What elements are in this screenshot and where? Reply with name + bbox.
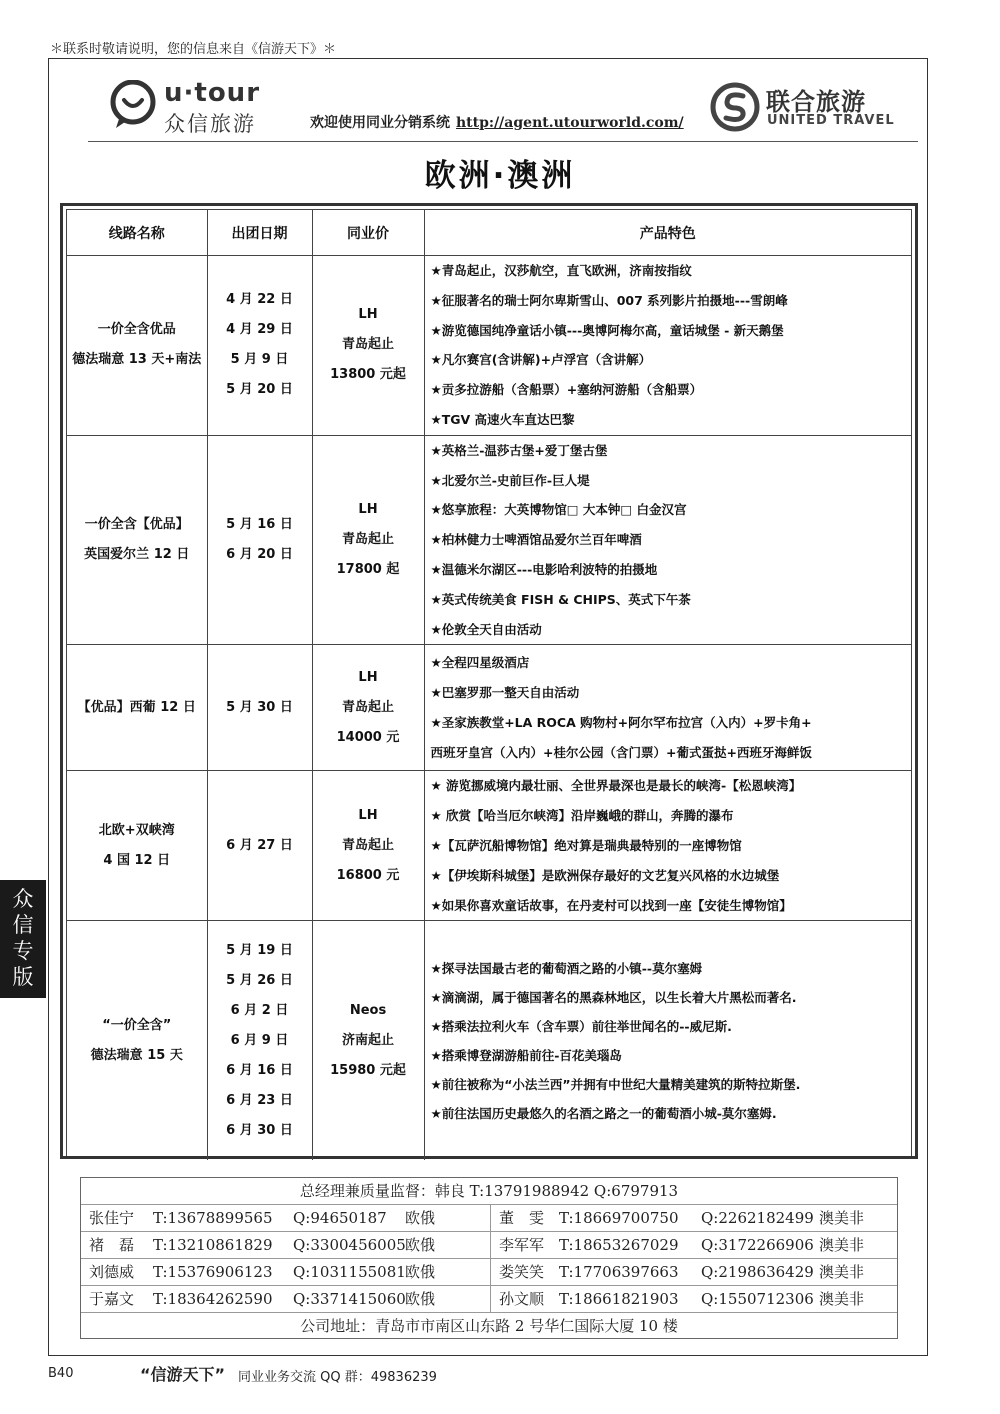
utour-brand: u·tour bbox=[164, 78, 261, 108]
col-header-route-name: 线路名称 bbox=[67, 210, 207, 256]
route-name: “一价全含” 德法瑞意 15 天 bbox=[67, 921, 207, 1160]
col-header-trade-price: 同业价 bbox=[312, 210, 424, 256]
col-header-departure-date: 出团日期 bbox=[207, 210, 312, 256]
trade-price: LH 青岛起止 17800 起 bbox=[312, 435, 424, 645]
routes-table bbox=[67, 210, 911, 1160]
united-travel-logo bbox=[710, 82, 895, 134]
trade-price: LH 青岛起止 13800 元起 bbox=[312, 256, 424, 436]
route-name: 一价全含【优品】 英国爱尔兰 12 日 bbox=[67, 435, 207, 645]
footer-slogan: “信游天下” bbox=[140, 1365, 226, 1384]
side-tab: 众 信 专 版 bbox=[0, 880, 46, 998]
table-header-row bbox=[67, 210, 911, 256]
route-name: 北欧+双峡湾 4 国 12 日 bbox=[67, 771, 207, 921]
routes-table-frame bbox=[60, 203, 918, 1159]
departure-dates: 4 月 22 日 4 月 29 日 5 月 9 日 5 月 20 日 bbox=[207, 256, 312, 436]
route-name: 一价全含优品 德法瑞意 13 天+南法 bbox=[67, 256, 207, 436]
page-footer bbox=[48, 1365, 437, 1385]
departure-dates: 5 月 30 日 bbox=[207, 645, 312, 771]
page-title: 欧洲·澳洲 bbox=[424, 158, 576, 194]
trade-price: Neos 济南起止 15980 元起 bbox=[312, 921, 424, 1160]
contact-row: 张佳宁 T:13678899565 Q:94650187 欧俄 董 雯 T:18669700750 Q:2262182499 澳美非 bbox=[81, 1205, 897, 1232]
contacts-divider bbox=[490, 1205, 491, 1313]
contact-row: 于嘉文 T:18364262590 Q:3371415060 欧俄 孙文顺 T:18661821903 Q:1550712306 澳美非 bbox=[81, 1286, 897, 1313]
company-address: 公司地址：青岛市市南区山东路 2 号华仁国际大厦 10 楼 bbox=[300, 1317, 678, 1335]
col-header-features: 产品特色 bbox=[424, 210, 911, 256]
table-row bbox=[67, 256, 911, 436]
qq-group: 同业业务交流 QQ 群：49836239 bbox=[238, 1370, 437, 1385]
utour-logo bbox=[108, 78, 268, 134]
utour-smile-icon bbox=[108, 80, 158, 130]
table-row bbox=[67, 435, 911, 645]
united-travel-en: UNITED TRAVEL bbox=[767, 113, 895, 128]
departure-dates: 6 月 27 日 bbox=[207, 771, 312, 921]
route-name: 【优品】西葡 12 日 bbox=[67, 645, 207, 771]
united-travel-cn: 联合旅游 bbox=[766, 88, 866, 116]
united-travel-emblem-icon bbox=[710, 82, 760, 132]
table-row bbox=[67, 921, 911, 1160]
page-number: B40 bbox=[48, 1366, 74, 1381]
departure-dates: 5 月 16 日 6 月 20 日 bbox=[207, 435, 312, 645]
utour-cn-name: 众信旅游 bbox=[164, 112, 256, 136]
table-row bbox=[67, 771, 911, 921]
product-features: ★ 游览挪威境内最壮丽、全世界最深也是最长的峡湾-【松恩峡湾】 ★ 欣赏【哈当厄尔峡湾】沿岸巍峨的群山，奔腾的瀑布 ★【瓦萨沉船博物馆】绝对算是瑞典最特别的一座博物馆 ★【伊埃斯科城堡】是欧洲保存最好的文艺复兴风格的水边城堡 ★如果你喜欢童话故事，在丹麦村可以找到一座【安徒生博物馆】 bbox=[424, 771, 911, 921]
contacts-box bbox=[80, 1177, 898, 1339]
product-features: ★全程四星级酒店 ★巴塞罗那一整天自由活动 ★圣家族教堂+LA ROCA 购物村+阿尔罕布拉宫（入内）+罗卡角+ 西班牙皇宫（入内）+桂尔公园（含门票）+葡式蛋挞+西班牙海鲜饭 bbox=[424, 645, 911, 771]
product-features: ★探寻法国最古老的葡萄酒之路的小镇--莫尔塞姆 ★滴滴湖，属于德国著名的黑森林地区，以生长着大片黑松而著名. ★搭乘法拉利火车（含车票）前往举世闻名的--威尼斯. ★搭乘博登湖游船前往-百花美瑙岛 ★前往被称为“小法兰西”并拥有中世纪大量精美建筑的斯特拉斯堡. ★前往法国历史最悠久的名酒之路之一的葡萄酒小城-莫尔塞姆. bbox=[424, 921, 911, 1160]
product-features: ★英格兰-温莎古堡+爱丁堡古堡 ★北爱尔兰-史前巨作-巨人堤 ★悠享旅程：大英博物馆□ 大本钟□ 白金汉宫 ★柏林健力士啤酒馆品爱尔兰百年啤酒 ★温德米尔湖区---电影哈利波特的拍摄地 ★英式传统美食 FISH & CHIPS、英式下午茶 ★伦敦全天自由活动 bbox=[424, 435, 911, 645]
manager-line: 总经理兼质量监督：韩良 T:13791988942 Q:6797913 bbox=[81, 1178, 897, 1205]
table-row bbox=[67, 645, 911, 771]
contact-row: 刘德威 T:15376906123 Q:1031155081 欧俄 娄笑笑 T:17706397663 Q:2198636429 澳美非 bbox=[81, 1259, 897, 1286]
trade-price: LH 青岛起止 16800 元 bbox=[312, 771, 424, 921]
trade-price: LH 青岛起止 14000 元 bbox=[312, 645, 424, 771]
contact-row: 褚 磊 T:13210861829 Q:3300456005 欧俄 李军军 T:18653267029 Q:3172266906 澳美非 bbox=[81, 1232, 897, 1259]
agent-link[interactable]: http://agent.utourworld.com/ bbox=[456, 115, 684, 131]
header-divider bbox=[88, 141, 918, 142]
welcome-line bbox=[310, 112, 684, 132]
product-features: ★青岛起止，汉莎航空，直飞欧洲，济南按指纹 ★征服著名的瑞士阿尔卑斯雪山、007 系列影片拍摄地---雪朗峰 ★游览德国纯净童话小镇---奥博阿梅尔高，童话城堡 - 新天鹅堡 ★凡尔赛宫(含讲解)+卢浮宫（含讲解） ★贡多拉游船（含船票）+塞纳河游船（含船票） ★TGV 高速火车直达巴黎 bbox=[424, 256, 911, 436]
departure-dates: 5 月 19 日 5 月 26 日 6 月 2 日 6 月 9 日 6 月 16 日 6 月 23 日 6 月 30 日 bbox=[207, 921, 312, 1160]
top-note: ＊联系时敬请说明，您的信息来自《信游天下》＊ bbox=[50, 42, 337, 57]
welcome-text: 欢迎使用同业分销系统 bbox=[310, 115, 450, 131]
